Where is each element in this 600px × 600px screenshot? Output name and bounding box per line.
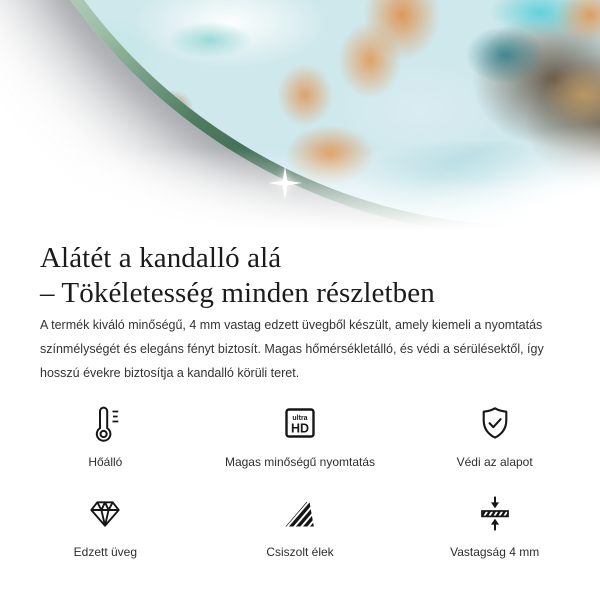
feature-tempered-glass [8,491,203,559]
thickness-arrows-icon [475,491,515,533]
feature-heat-resistant [8,401,203,469]
product-description: A termék kiváló minőségű, 4 mm vastag edzett üvegből készült, amely kiemeli a nyomtatás színmélységét és elegáns fényt biztosít. Magas hőmérsékletálló, és védi a sérülésektől, így hosszú évekre biztosítja a kandalló körüli teret. [40,318,544,380]
feature-label: Hőálló [88,455,123,469]
product-photo [0,0,600,238]
feature-label: Magas minőségű nyomtatás [224,455,376,469]
content [0,236,600,559]
shield-check-icon [475,401,515,443]
diamond-icon [85,491,125,533]
feature-label: Védi az alapot [456,455,533,469]
feature-label: Vastagság 4 mm [450,545,540,559]
svg-text:HD: HD [290,421,310,436]
feature-print-quality [203,401,398,469]
title-line-1: Alátét a kandalló alá [40,242,282,274]
hatched-triangle-icon [280,491,320,533]
feature-thickness [397,491,592,559]
feature-label: Edzett üveg [73,545,138,559]
feature-polished-edges [203,491,398,559]
glass-hearth-pad [0,0,600,237]
title-line-2: – Tökéletesség minden részletben [40,277,435,309]
thermometer-icon [85,401,125,443]
page-title [40,241,560,311]
features-grid [0,401,600,559]
sparkle-icon [267,165,303,201]
ultra-hd-icon [280,401,320,443]
svg-text:ultra: ultra [292,415,308,422]
feature-label: Csiszolt élek [266,545,334,559]
feature-protects-base [397,401,592,469]
